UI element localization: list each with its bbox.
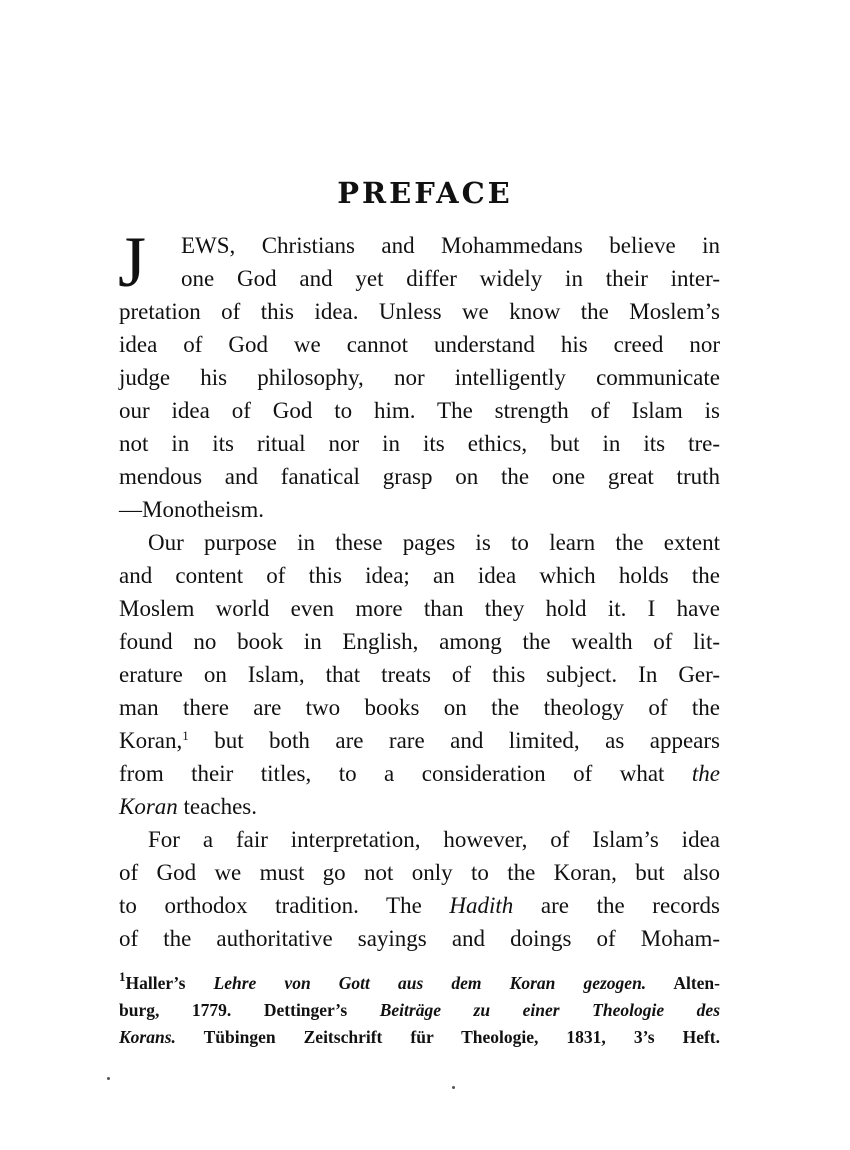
text-span: Alten- (646, 973, 720, 993)
text-span: from their titles, to a consideration of what (119, 761, 692, 786)
text-span: Haller’s (125, 973, 214, 993)
italic-span: the (691, 761, 720, 786)
text-line: our idea of God to him. The strength of Islam is (119, 398, 720, 423)
text-line: judge his philosophy, nor intelligently communicate (119, 365, 720, 390)
drop-cap: J (118, 222, 147, 302)
text-line: erature on Islam, that treats of this subject. In Ger- (119, 662, 720, 687)
italic-span: Korans. (119, 1027, 176, 1047)
text-span: Tübingen Zeitschrift für Theologie, 1831, 3’s Heft. (175, 1027, 720, 1047)
text-span: burg, 1779. Dettinger’s (119, 1000, 380, 1020)
text-line: Our purpose in these pages is to learn the extent (148, 530, 720, 555)
footnote-line (119, 968, 720, 998)
italic-span: Koran (119, 794, 178, 819)
text-line (119, 889, 720, 923)
italic-span: Lehre von Gott aus dem Koran gezogen. (213, 973, 647, 993)
text-line: man there are two books on the theology of the (119, 695, 720, 720)
text-line: one God and yet differ widely in their inter- (181, 266, 720, 291)
text-span: teaches. (177, 794, 257, 819)
text-line: mendous and fanatical grasp on the one great truth (119, 464, 720, 489)
text-span: to orthodox tradition. The (119, 893, 450, 918)
italic-span: Beiträge zu einer Theologie des (379, 1000, 721, 1020)
text-line (119, 757, 720, 791)
italic-span: Hadith (449, 893, 514, 918)
text-line: For a fair interpretation, however, of Islam’s idea (148, 827, 720, 852)
speck (107, 1077, 110, 1080)
text-line: of the authoritative sayings and doings of Moham- (119, 926, 720, 951)
text-span: are the records (513, 893, 720, 918)
text-line: —Monotheism. (119, 497, 265, 522)
text-line: and content of this idea; an idea which holds the (119, 563, 720, 588)
text-line (119, 790, 720, 824)
text-line: found no book in English, among the wealth of lit- (119, 629, 720, 654)
text-line: not in its ritual nor in its ethics, but in its tre- (119, 431, 720, 456)
page-title: PREFACE (337, 176, 513, 210)
footnote-line (119, 1022, 720, 1052)
text-span: Koran, (119, 728, 183, 753)
speck (452, 1086, 455, 1089)
text-line: pretation of this idea. Unless we know the Moslem’s (119, 299, 720, 324)
text-line: idea of God we cannot understand his creed nor (119, 332, 720, 357)
text-line: of God we must go not only to the Koran, but also (119, 860, 720, 885)
text-line: Moslem world even more than they hold it. I have (119, 596, 720, 621)
text-line: EWS, Christians and Mohammedans believe in (181, 233, 720, 258)
footnote-marker: 1 (182, 728, 189, 743)
text-line (119, 724, 720, 758)
text-span: but both are rare and limited, as appears (188, 728, 720, 753)
footnote-number: 1 (119, 969, 126, 984)
footnote-line (119, 995, 720, 1025)
